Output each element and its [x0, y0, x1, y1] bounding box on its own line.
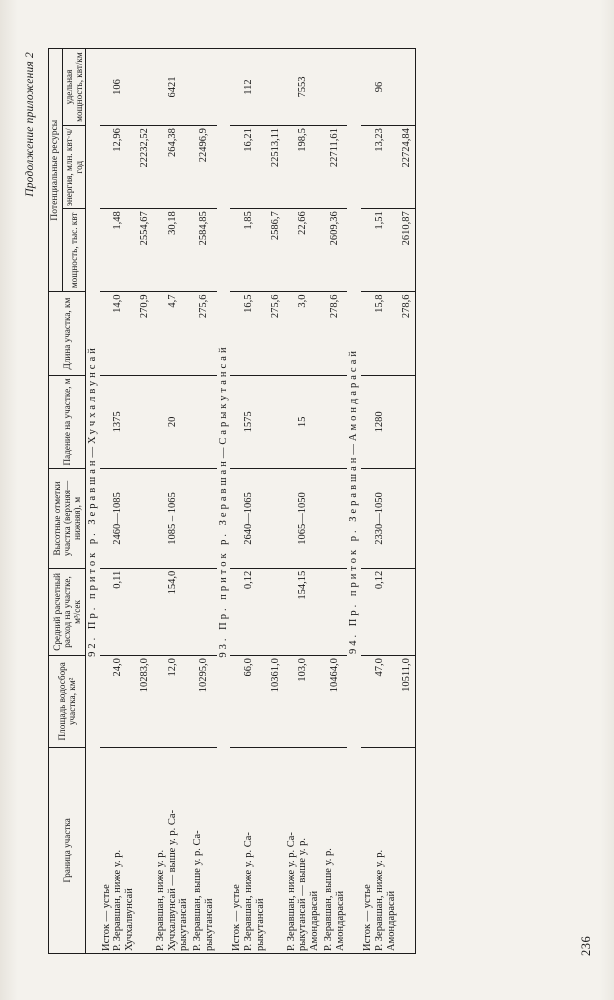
section-title: 92. Пр. приток р. Зеравшан—Хучхалвунсай	[85, 49, 99, 954]
table-row	[268, 49, 285, 954]
cell-power: 2609,36	[322, 209, 348, 292]
cell-power: 1,85	[230, 209, 267, 292]
cell-length: 275,6	[268, 292, 285, 375]
cell-flow: 154,15	[285, 568, 322, 655]
col-header-resources-group: Потенциальные ресурсы	[49, 49, 63, 292]
cell-length: 278,6	[322, 292, 348, 375]
cell-marks: 1085 – 1065	[154, 469, 191, 569]
col-header-power: мощность, тыс. квт	[62, 209, 85, 292]
table-row	[230, 49, 267, 954]
cell-border: Исток — устье Р. Зеравшан, ниже у. р. Са- рыкутансай	[230, 747, 267, 953]
cell-border: Р. Зеравшан, ниже у. р. Хучхалвунсай — выше у. р. Са- рыкутансай	[154, 747, 191, 953]
col-header-length: Длина участка, км	[49, 292, 86, 375]
running-head: Продолжение приложения 2	[24, 52, 36, 197]
cell-specific: 112	[230, 49, 267, 126]
cell-area: 47,0	[361, 656, 398, 747]
cell-flow	[398, 568, 416, 655]
cell-area: 12,0	[154, 656, 191, 747]
section-title-row	[217, 49, 231, 954]
cell-fall: 20	[154, 375, 191, 468]
cell-energy: 22513,11	[268, 126, 285, 209]
cell-specific: 96	[361, 49, 398, 126]
cell-energy: 22711,61	[322, 126, 348, 209]
cell-energy: 13,23	[361, 126, 398, 209]
table-row	[137, 49, 154, 954]
cell-length: 275,6	[191, 292, 217, 375]
cell-area: 10295,0	[191, 656, 217, 747]
cell-length: 270,9	[137, 292, 154, 375]
cell-border: Р. Зеравшан, выше у. р. Амондарасай	[322, 747, 348, 953]
cell-fall	[398, 375, 416, 468]
cell-energy: 264,38	[154, 126, 191, 209]
cell-length: 4,7	[154, 292, 191, 375]
cell-border: Исток — устье Р. Зеравшан, ниже у. р. Хучхалвунсай	[100, 747, 137, 953]
section-title: 94. Пр. приток р. Зеравшан—Амондарасай	[347, 49, 361, 954]
table-head	[49, 49, 86, 954]
cell-energy: 12,96	[100, 126, 137, 209]
table-row	[322, 49, 348, 954]
cell-power: 2554,67	[137, 209, 154, 292]
page-number: 236	[579, 935, 593, 956]
cell-flow	[268, 568, 285, 655]
table-body	[85, 49, 416, 954]
col-header-border: Граница участка	[49, 747, 86, 953]
hydro-resources-table	[48, 48, 416, 954]
cell-marks	[398, 469, 416, 569]
cell-marks	[268, 469, 285, 569]
cell-energy: 16,21	[230, 126, 267, 209]
cell-flow	[191, 568, 217, 655]
cell-area: 10511,0	[398, 656, 416, 747]
cell-flow: 0,12	[361, 568, 398, 655]
cell-length: 15,8	[361, 292, 398, 375]
cell-marks	[322, 469, 348, 569]
table-row	[361, 49, 398, 954]
header-row-top	[49, 49, 63, 954]
cell-specific	[322, 49, 348, 126]
cell-specific	[268, 49, 285, 126]
cell-fall	[268, 375, 285, 468]
cell-energy: 22496,9	[191, 126, 217, 209]
cell-length: 14,0	[100, 292, 137, 375]
cell-flow: 0,12	[230, 568, 267, 655]
cell-length: 278,6	[398, 292, 416, 375]
cell-marks: 1065—1050	[285, 469, 322, 569]
cell-flow	[137, 568, 154, 655]
cell-area: 24,0	[100, 656, 137, 747]
table-row	[154, 49, 191, 954]
cell-border: Р. Зеравшан, ниже у. р. Са- рыкутансай — выше у. р. Амондарасай	[285, 747, 322, 953]
cell-energy: 198,5	[285, 126, 322, 209]
table-row	[100, 49, 137, 954]
section-title-row	[347, 49, 361, 954]
cell-power: 2610,87	[398, 209, 416, 292]
cell-energy: 22724,84	[398, 126, 416, 209]
cell-length: 16,5	[230, 292, 267, 375]
cell-fall	[137, 375, 154, 468]
table-row	[285, 49, 322, 954]
page-content	[24, 48, 593, 956]
cell-area: 66,0	[230, 656, 267, 747]
col-header-marks: Высотные отметки участка (верхняя— нижняя), м	[49, 469, 86, 569]
cell-area: 10361,0	[268, 656, 285, 747]
cell-specific	[398, 49, 416, 126]
cell-fall: 1375	[100, 375, 137, 468]
cell-area: 10283,0	[137, 656, 154, 747]
cell-power: 1,48	[100, 209, 137, 292]
section-title-row	[85, 49, 99, 954]
cell-power: 2584,85	[191, 209, 217, 292]
cell-specific: 7553	[285, 49, 322, 126]
cell-border	[268, 747, 285, 953]
cell-fall: 1280	[361, 375, 398, 468]
cell-area: 103,0	[285, 656, 322, 747]
cell-length: 3,0	[285, 292, 322, 375]
cell-flow: 0,11	[100, 568, 137, 655]
cell-marks	[137, 469, 154, 569]
cell-fall: 1575	[230, 375, 267, 468]
table-row	[191, 49, 217, 954]
cell-border: Р. Зеравшан, выше у. р. Са- рыкутансай	[191, 747, 217, 953]
cell-border	[398, 747, 416, 953]
cell-fall	[322, 375, 348, 468]
col-header-area: Площадь водосбора участка, км²	[49, 656, 86, 747]
cell-fall: 15	[285, 375, 322, 468]
col-header-flow: Средний расчетный расход на участке, м³/сек	[49, 568, 86, 655]
cell-flow: 154,0	[154, 568, 191, 655]
cell-marks: 2330—1050	[361, 469, 398, 569]
cell-flow	[322, 568, 348, 655]
section-title: 93. Пр. приток р. Зеравшан—Сарыкутансай	[217, 49, 231, 954]
cell-specific: 6421	[154, 49, 191, 126]
col-header-fall: Падение на участке, м	[49, 375, 86, 468]
cell-specific	[137, 49, 154, 126]
cell-power: 1,51	[361, 209, 398, 292]
cell-border: Исток — устье Р. Зеравшан, ниже у. р. Амондарасай	[361, 747, 398, 953]
table-row	[398, 49, 416, 954]
col-header-energy: энергия, млн. квт·ч/год	[62, 126, 85, 209]
cell-area: 10464,0	[322, 656, 348, 747]
cell-marks: 2640—1065	[230, 469, 267, 569]
cell-marks: 2460—1085	[100, 469, 137, 569]
cell-specific	[191, 49, 217, 126]
cell-marks	[191, 469, 217, 569]
cell-energy: 22232,52	[137, 126, 154, 209]
col-header-specific: удельная мощность, квт/км	[62, 49, 85, 126]
cell-power: 22,66	[285, 209, 322, 292]
cell-power: 2586,7	[268, 209, 285, 292]
cell-fall	[191, 375, 217, 468]
cell-border	[137, 747, 154, 953]
cell-power: 30,18	[154, 209, 191, 292]
cell-specific: 106	[100, 49, 137, 126]
